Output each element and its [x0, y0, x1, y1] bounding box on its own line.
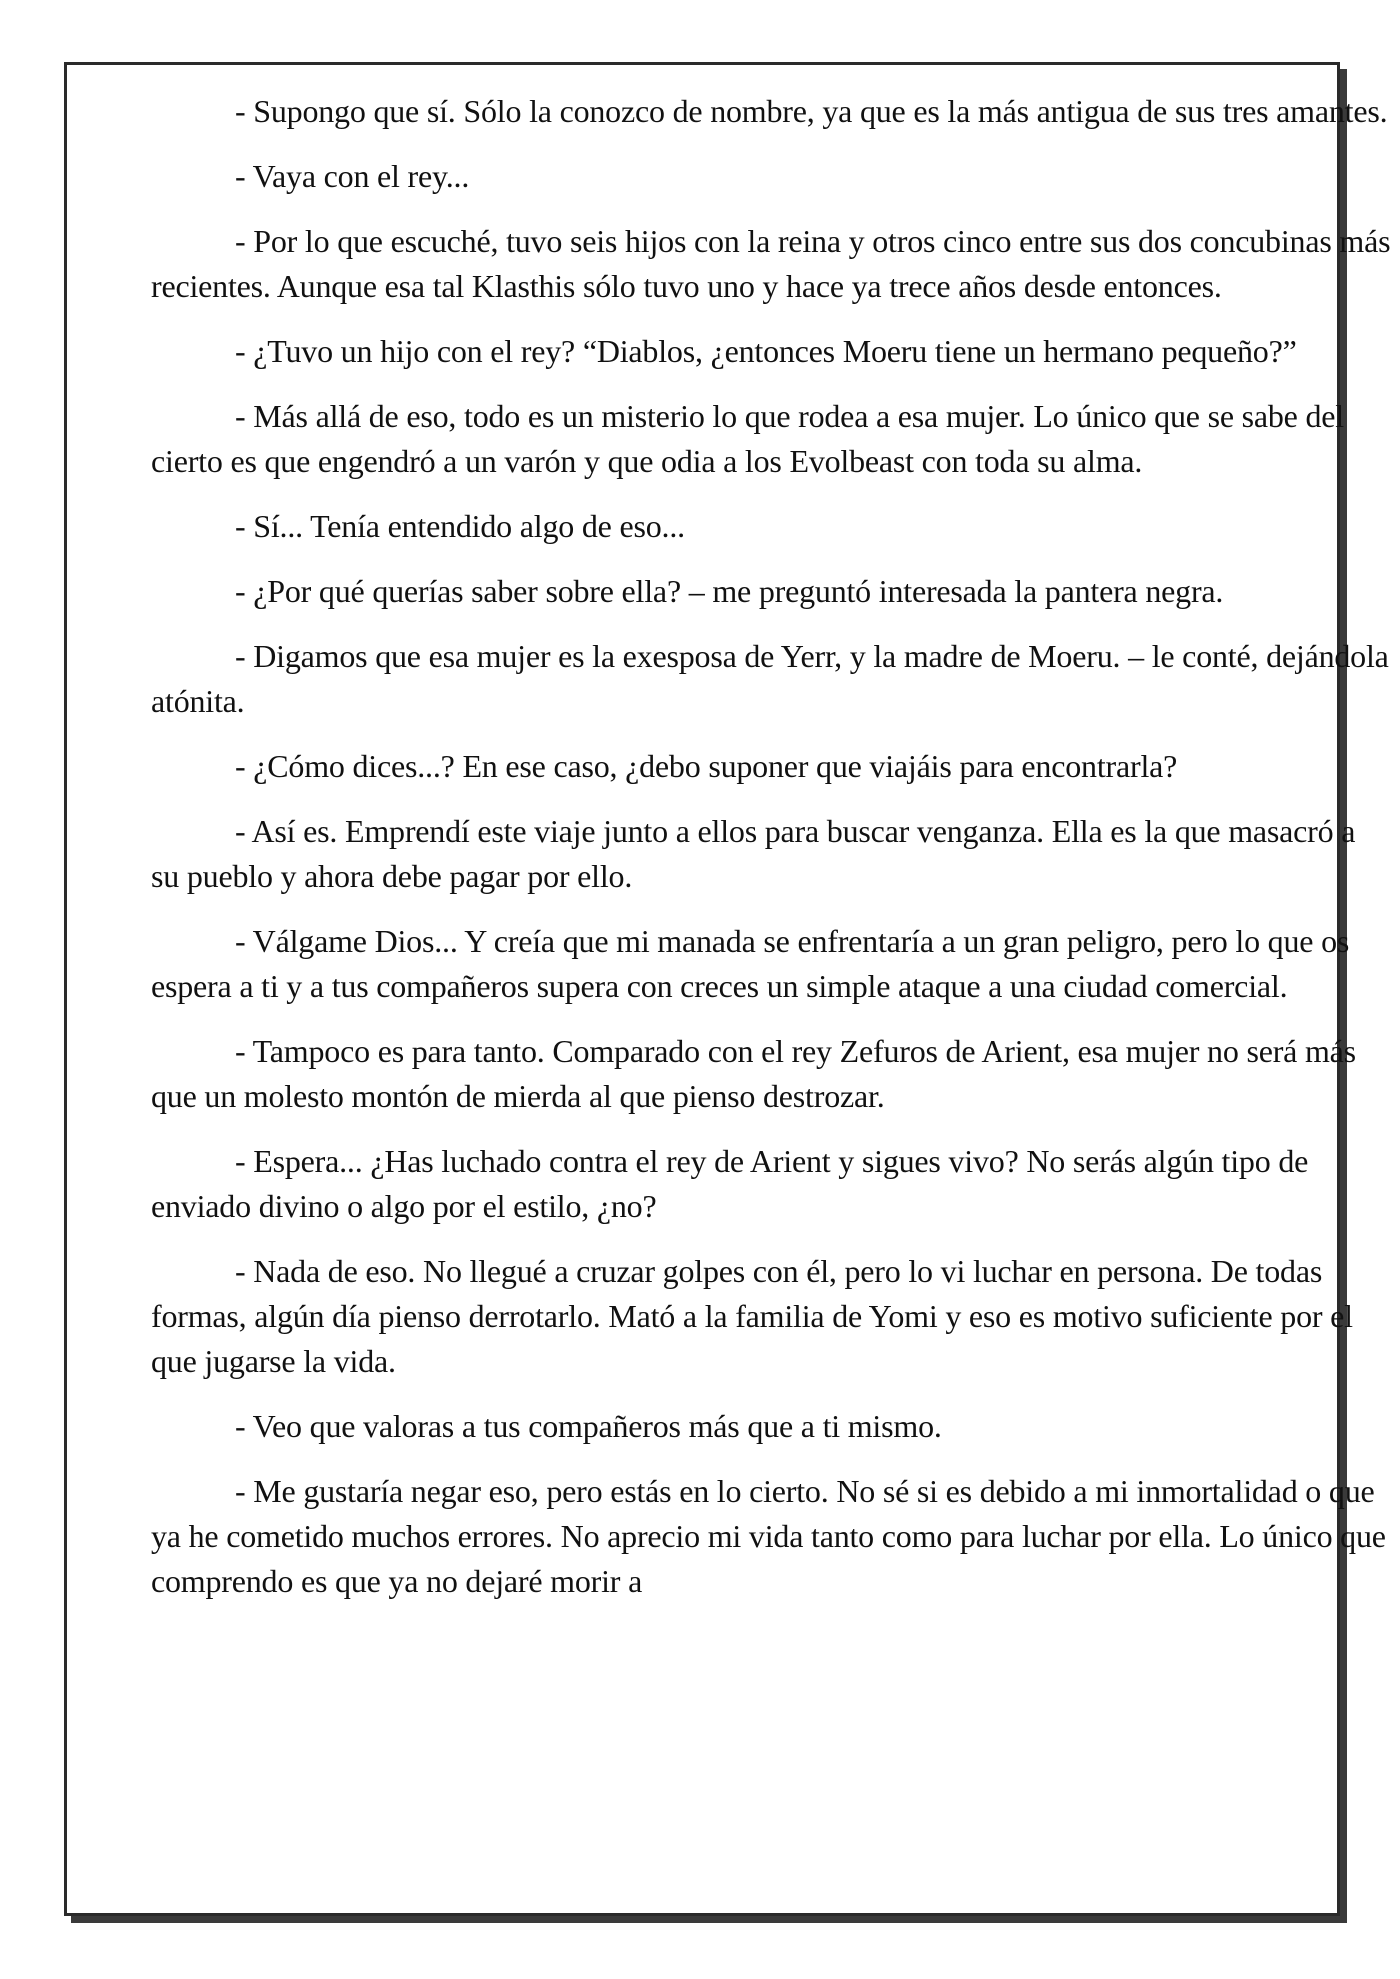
paragraph-9: - ¿Cómo dices...? En ese caso, ¿debo suponer que viajáis para encontrarla?: [235, 748, 1178, 784]
paragraph-3: - Por lo que escuché, tuvo seis hijos con la reina y otros cinco entre sus dos concubinas más recientes. Aunque esa tal Klasthis sólo tuvo uno y hace ya trece años desde entonces.: [151, 223, 1391, 304]
paragraph-12: - Tampoco es para tanto. Comparado con el rey Zefuros de Arient, esa mujer no será más que un molesto montón de mierda al que pienso destrozar.: [151, 1033, 1356, 1114]
paragraph-4: - ¿Tuvo un hijo con el rey? “Diablos, ¿entonces Moeru tiene un hermano pequeño?”: [235, 333, 1297, 369]
paragraph-15: - Veo que valoras a tus compañeros más que a ti mismo.: [235, 1408, 942, 1444]
paragraph-11: - Válgame Dios... Y creía que mi manada se enfrentaría a un gran peligro, pero lo que os espera a ti y a tus compañeros supera con creces un simple ataque a una ciudad comercial.: [151, 923, 1350, 1004]
paragraph-1: - Supongo que sí. Sólo la conozco de nombre, ya que es la más antigua de sus tres amantes.: [235, 93, 1388, 129]
paragraph-7: - ¿Por qué querías saber sobre ella? – me preguntó interesada la pantera negra.: [235, 573, 1224, 609]
paragraph-16: - Me gustaría negar eso, pero estás en lo cierto. No sé si es debido a mi inmortalidad o que ya he cometido muchos errores. No aprecio mi vida tanto como para luchar por ella. Lo único que comprendo es que ya no dejaré morir a: [151, 1473, 1386, 1599]
paragraph-6: - Sí... Tenía entendido algo de eso...: [235, 508, 685, 544]
paragraph-2: - Vaya con el rey...: [235, 158, 470, 194]
paragraph-13: - Espera... ¿Has luchado contra el rey de Arient y sigues vivo? No serás algún tipo de enviado divino o algo por el estilo, ¿no?: [151, 1143, 1309, 1224]
text-body: [151, 89, 1391, 1624]
paragraph-5: - Más allá de eso, todo es un misterio lo que rodea a esa mujer. Lo único que se sabe del cierto es que engendró a un varón y que odia a los Evolbeast con toda su alma.: [151, 398, 1344, 479]
paragraph-10: - Así es. Emprendí este viaje junto a ellos para buscar venganza. Ella es la que masacró a su pueblo y ahora debe pagar por ello.: [151, 813, 1356, 894]
page-frame: [64, 62, 1391, 1916]
paragraph-8: - Digamos que esa mujer es la exesposa de Yerr, y la madre de Moeru. – le conté, dejándola atónita.: [151, 638, 1389, 719]
paragraph-14: - Nada de eso. No llegué a cruzar golpes con él, pero lo vi luchar en persona. De todas formas, algún día pienso derrotarlo. Mató a la familia de Yomi y eso es motivo suficiente por el que jugarse la vida.: [151, 1253, 1353, 1379]
